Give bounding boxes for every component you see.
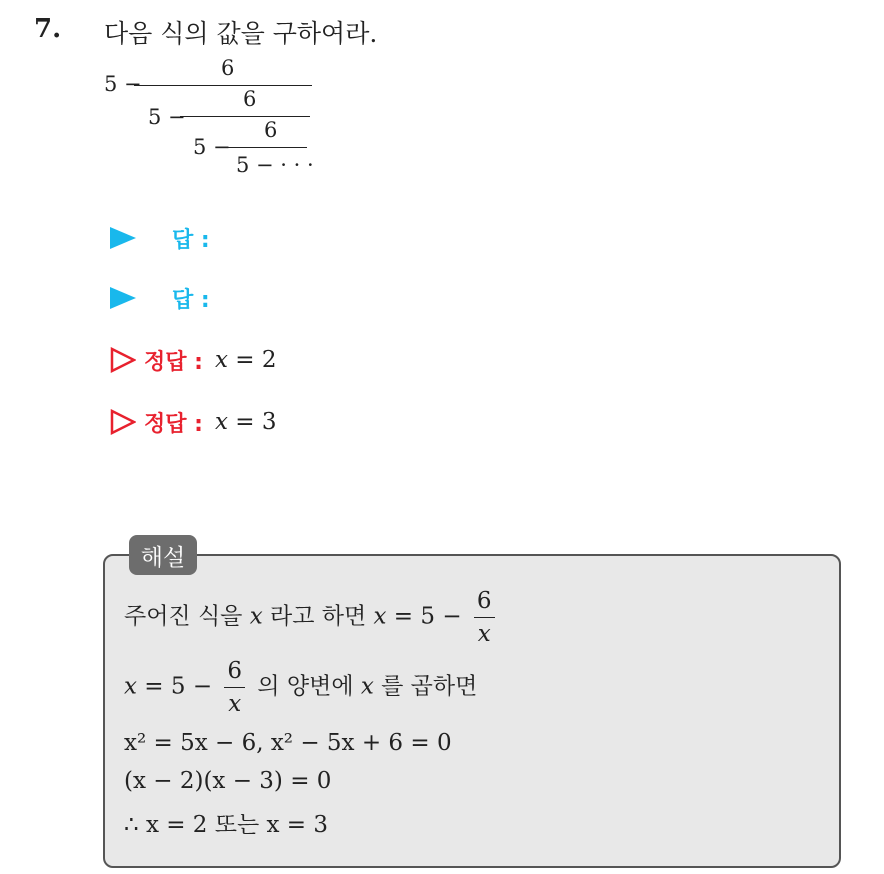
cf-bar-2 xyxy=(180,116,310,117)
correct-answer-value: x = 2 xyxy=(214,347,277,373)
answer-label: 답 : xyxy=(172,287,210,313)
question-number: 7. xyxy=(34,14,62,44)
correct-answer-row-1 xyxy=(110,340,276,380)
play-triangle-icon xyxy=(110,227,136,249)
fraction: $\frac{6}{x}$ xyxy=(473,588,496,647)
cf-numerator-2: 6 xyxy=(243,87,257,111)
correct-answer-value: x = 3 xyxy=(214,409,277,435)
play-triangle-icon xyxy=(110,287,136,309)
correct-answer-label: 정답 : xyxy=(144,411,203,437)
cf-tail: 5 − · · · xyxy=(236,153,314,177)
answer-row-1[interactable] xyxy=(110,218,210,258)
solution-line-3: x² = 5x − 6, x² − 5x + 6 = 0 xyxy=(124,730,452,756)
solution-line-4: (x − 2)(x − 3) = 0 xyxy=(124,768,332,794)
correct-answer-row-2 xyxy=(110,402,276,442)
outline-triangle-icon xyxy=(110,409,136,435)
solution-tag: 해설 xyxy=(129,535,197,575)
cf-lead-2: 5 − xyxy=(148,105,186,129)
answer-label: 답 : xyxy=(172,227,210,253)
cf-bar-3 xyxy=(225,147,307,148)
cf-numerator-1: 6 xyxy=(221,56,235,80)
correct-answer-label: 정답 : xyxy=(144,349,203,375)
cf-lead-1: 5 − xyxy=(104,72,142,96)
cf-numerator-3: 6 xyxy=(264,118,278,142)
answer-row-2[interactable] xyxy=(110,278,210,318)
outline-triangle-icon xyxy=(110,347,136,373)
solution-line-5: ∴ x = 2 또는 x = 3 xyxy=(124,812,328,838)
question-text: 다음 식의 값을 구하여라. xyxy=(104,19,378,48)
cf-lead-3: 5 − xyxy=(193,135,231,159)
fraction: $\frac{6}{x}$ xyxy=(223,658,246,717)
solution-line-2: x = 5 − $\frac{6}{x}$ 의 양변에 x 를 곱하면 xyxy=(124,658,478,717)
cf-bar-1 xyxy=(134,85,312,86)
solution-line-1: 주어진 식을 x 라고 하면 x = 5 − $\frac{6}{x}$ xyxy=(124,588,500,647)
